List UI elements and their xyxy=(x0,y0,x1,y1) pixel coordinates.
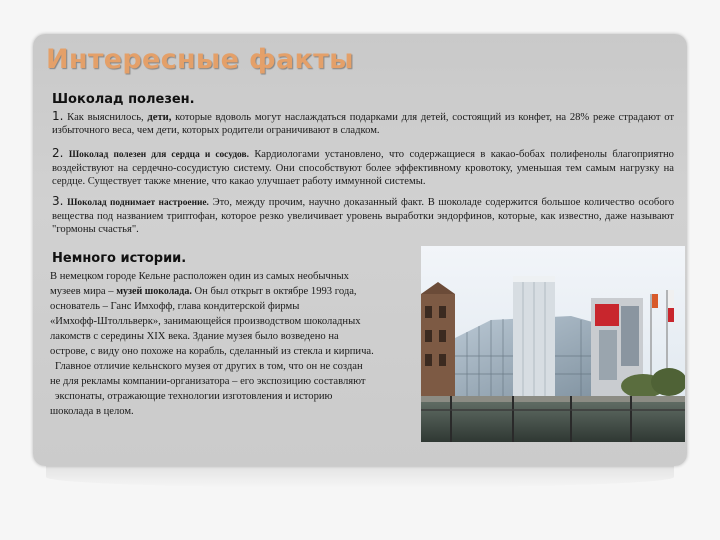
museum-name-bold: музей шоколада. xyxy=(116,286,192,297)
fact-3-text: Это, между прочим, научно доказанный факт. В шоколаде содержится большое количество особого вещества под названием триптофан, которое резко увеличивает уровень выработки эндорфинов, которые, как известно, даже называют "гормоны счастья". xyxy=(52,197,674,236)
fact-2 xyxy=(52,147,674,189)
history-line: «Имхофф-Штолльверк», занимающейся производством шоколадных xyxy=(50,316,361,327)
history-line: основатель – Ганс Имхофф, глава кондитерской фирмы xyxy=(50,301,300,312)
section-heading-benefits: Шоколад полезен. xyxy=(52,92,195,107)
history-line: музеев мира – музей шоколада. Он был открыт в октябре 1993 года, xyxy=(50,286,357,297)
fact-1-text: которые вдоволь могут наслаждаться подарками для детей, состоящий из конфет, на 28% реже страдают от избыточного веса, чем дети, которых родители ограничивают в сладком. xyxy=(52,112,674,137)
slide-shadow xyxy=(46,466,674,488)
section-heading-history: Немного истории. xyxy=(52,251,187,266)
history-line: шоколада в целом. xyxy=(50,406,134,417)
fact-3-bold: Шоколад поднимает настроение. xyxy=(67,198,209,208)
fact-2-text: Кардиологами установлено, что содержащиеся в какао-бобах полифенолы благоприятно воздействуют на сердечно-сосудистую систему. Они способствуют более эффективному кровотоку, уменьшая тем самым нагрузку на сердце. Существует также мнение, что какао улучшает работу иммунной системы. xyxy=(52,149,674,188)
history-line: экспонаты, отражающие технологии изготовления и историю xyxy=(55,391,333,402)
museum-photo xyxy=(421,246,685,442)
history-line: Главное отличие кельнского музея от других в том, что он не создан xyxy=(55,361,363,372)
history-line: В немецком городе Кельне расположен один из самых необычных xyxy=(50,271,349,282)
history-line: острове, с виду оно похоже на корабль, сделанный из стекла и кирпича. xyxy=(50,346,374,357)
fact-2-number: 2. xyxy=(52,146,64,160)
history-line: не для рекламы компании-организатора – его экспозицию составляют xyxy=(50,376,366,387)
fact-3 xyxy=(52,195,674,237)
fact-1 xyxy=(52,110,674,137)
chocolate-museum-image xyxy=(421,246,685,442)
history-line: лакомств с середины XIX века. Здание музея было возведено на xyxy=(50,331,339,342)
fact-1-number: 1. xyxy=(52,109,64,123)
history-text xyxy=(50,269,415,419)
fact-3-number: 3. xyxy=(52,194,64,208)
page-title: Интересные факты xyxy=(46,44,354,75)
fact-1-pre: Как выяснилось, xyxy=(67,112,144,123)
fact-1-bold: дети, xyxy=(147,112,172,123)
fact-2-bold: Шоколад полезен для сердца и сосудов. xyxy=(68,150,249,160)
